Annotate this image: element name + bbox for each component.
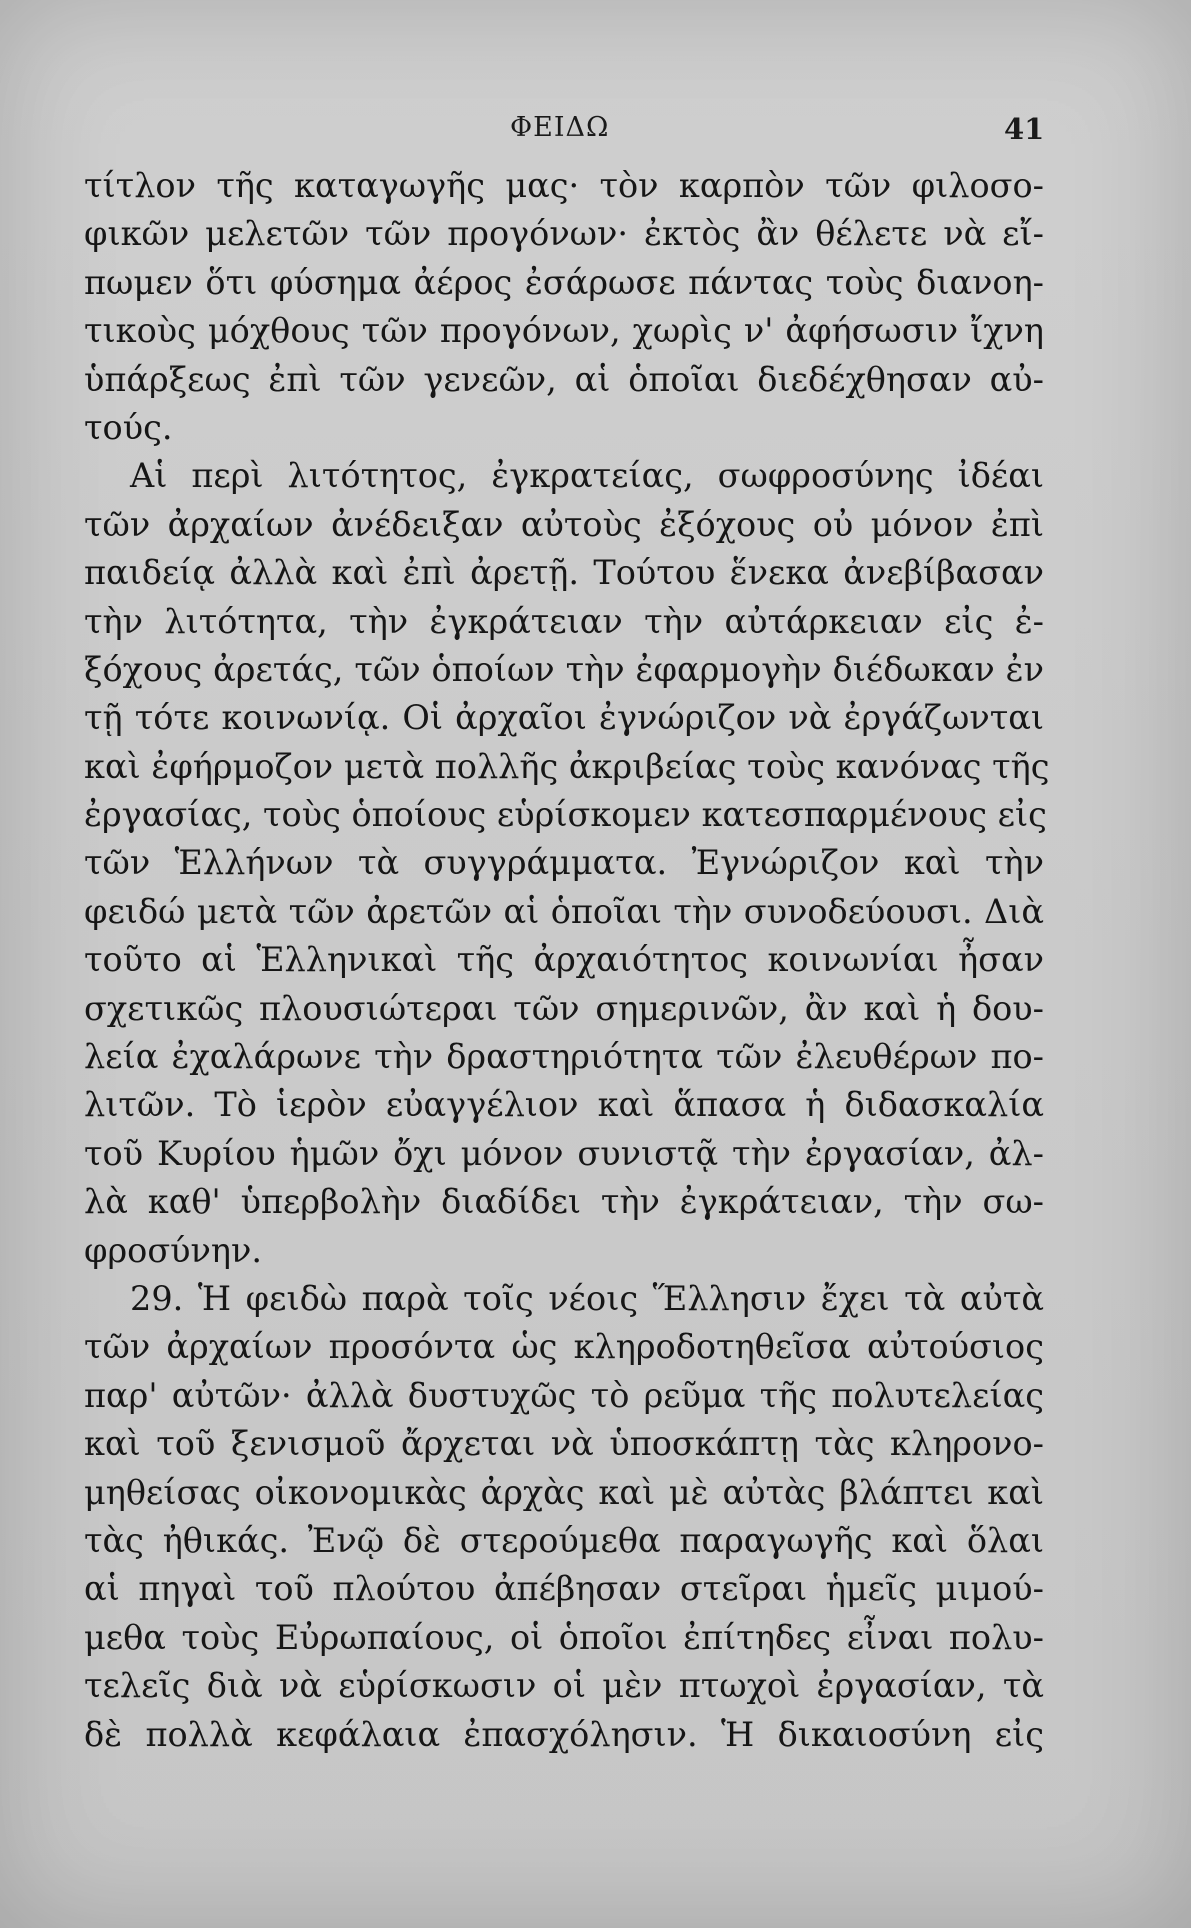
text-line: τελεῖς διὰ νὰ εὑρίσκωσιν οἱ μὲν πτωχοὶ ἐργασίαν, τὰ bbox=[84, 1666, 1044, 1706]
text-line: τικοὺς μόχθους τῶν προγόνων, χωρὶς ν' ἀφήσωσιν ἴχνη bbox=[84, 311, 1044, 351]
page-number: 41 bbox=[1004, 112, 1045, 146]
text-line: ξόχους ἀρετάς, τῶν ὁποίων τὴν ἐφαρμογὴν διέδωκαν ἐν bbox=[84, 649, 1044, 689]
text-line: ἐργασίας, τοὺς ὁποίους εὑρίσκομεν κατεσπαρμένους εἰς bbox=[84, 795, 1047, 835]
text-line: λιτῶν. Τὸ ἱερὸν εὐαγγέλιον καὶ ἅπασα ἡ διδασκαλία bbox=[84, 1085, 1044, 1125]
text-line: σχετικῶς πλουσιώτεραι τῶν σημερινῶν, ἂν καὶ ἡ δου- bbox=[84, 988, 1044, 1028]
text-line: μηθείσας οἰκονομικὰς ἀρχὰς καὶ μὲ αὐτὰς βλάπτει καὶ bbox=[84, 1472, 1044, 1512]
text-line: φειδώ μετὰ τῶν ἀρετῶν αἱ ὁποῖαι τὴν συνοδεύουσι. Διὰ bbox=[84, 891, 1044, 931]
text-line: 29. Ἡ φειδὼ παρὰ τοῖς νέοις Ἕλλησιν ἔχει τὰ αὐτὰ bbox=[130, 1278, 1044, 1318]
text-line: λεία ἐχαλάρωνε τὴν δραστηριότητα τῶν ἐλευθέρων πο- bbox=[84, 1037, 1044, 1077]
running-title: ΦΕΙΔΩ bbox=[510, 112, 610, 143]
page-header bbox=[0, 112, 1191, 156]
text-line: τῶν ἀρχαίων ἀνέδειξαν αὐτοὺς ἐξόχους οὐ μόνον ἐπὶ bbox=[84, 504, 1044, 544]
text-line: παρ' αὐτῶν· ἀλλὰ δυστυχῶς τὸ ρεῦμα τῆς πολυτελείας bbox=[84, 1375, 1044, 1415]
text-line: τῶν ἀρχαίων προσόντα ὡς κληροδοτηθεῖσα αὐτούσιος bbox=[84, 1327, 1044, 1367]
text-line: τὴν λιτότητα, τὴν ἐγκράτειαν τὴν αὐτάρκειαν εἰς ἐ- bbox=[84, 601, 1044, 641]
text-line: αἱ πηγαὶ τοῦ πλούτου ἀπέβησαν στεῖραι ἡμεῖς μιμού- bbox=[84, 1569, 1044, 1609]
text-line: πωμεν ὅτι φύσημα ἀέρος ἐσάρωσε πάντας τοὺς διανοη- bbox=[84, 262, 1044, 302]
text-line: φικῶν μελετῶν τῶν προγόνων· ἐκτὸς ἂν θέλετε νὰ εἴ- bbox=[84, 214, 1044, 254]
text-line: λὰ καθ' ὑπερβολὴν διαδίδει τὴν ἐγκράτειαν, τὴν σω- bbox=[84, 1182, 1044, 1222]
text-line: τῶν Ἑλλήνων τὰ συγγράμματα. Ἐγνώριζον καὶ τὴν bbox=[84, 843, 1044, 883]
text-line: καὶ τοῦ ξενισμοῦ ἄρχεται νὰ ὑποσκάπτῃ τὰς κληρονο- bbox=[84, 1424, 1044, 1464]
text-line: καὶ ἐφήρμοζον μετὰ πολλῆς ἀκριβείας τοὺς κανόνας τῆς bbox=[84, 746, 1050, 786]
text-line: τῇ τότε κοινωνίᾳ. Οἱ ἀρχαῖοι ἐγνώριζον νὰ ἐργάζωνται bbox=[84, 698, 1044, 738]
text-line: ὑπάρξεως ἐπὶ τῶν γενεῶν, αἱ ὁποῖαι διεδέχθησαν αὐ- bbox=[84, 359, 1044, 399]
body-text bbox=[84, 162, 1050, 1759]
text-line: τίτλον τῆς καταγωγῆς μας· τὸν καρπὸν τῶν φιλοσο- bbox=[84, 166, 1044, 205]
text-line: μεθα τοὺς Εὐρωπαίους, οἱ ὁποῖοι ἐπίτηδες εἶναι πολυ- bbox=[84, 1617, 1044, 1657]
text-line: παιδείᾳ ἀλλὰ καὶ ἐπὶ ἀρετῇ. Τούτου ἕνεκα ἀνεβίβασαν bbox=[84, 553, 1044, 593]
text-line: τοῦτο αἱ Ἑλληνικαὶ τῆς ἀρχαιότητος κοινωνίαι ἦσαν bbox=[84, 940, 1044, 980]
text-line: τὰς ἠθικάς. Ἐνῷ δὲ στερούμεθα παραγωγῆς καὶ ὅλαι bbox=[84, 1520, 1044, 1560]
text-line: δὲ πολλὰ κεφάλαια ἐπασχόλησιν. Ἡ δικαιοσύνη εἰς bbox=[84, 1714, 1044, 1754]
text-line: τοῦ Κυρίου ἡμῶν ὄχι μόνον συνιστᾷ τὴν ἐργασίαν, ἀλ- bbox=[84, 1133, 1044, 1173]
text-line: φροσύνην. bbox=[84, 1230, 263, 1270]
text-line: τούς. bbox=[84, 407, 173, 447]
text-line: Αἱ περὶ λιτότητος, ἐγκρατείας, σωφροσύνης ἰδέαι bbox=[130, 456, 1044, 496]
